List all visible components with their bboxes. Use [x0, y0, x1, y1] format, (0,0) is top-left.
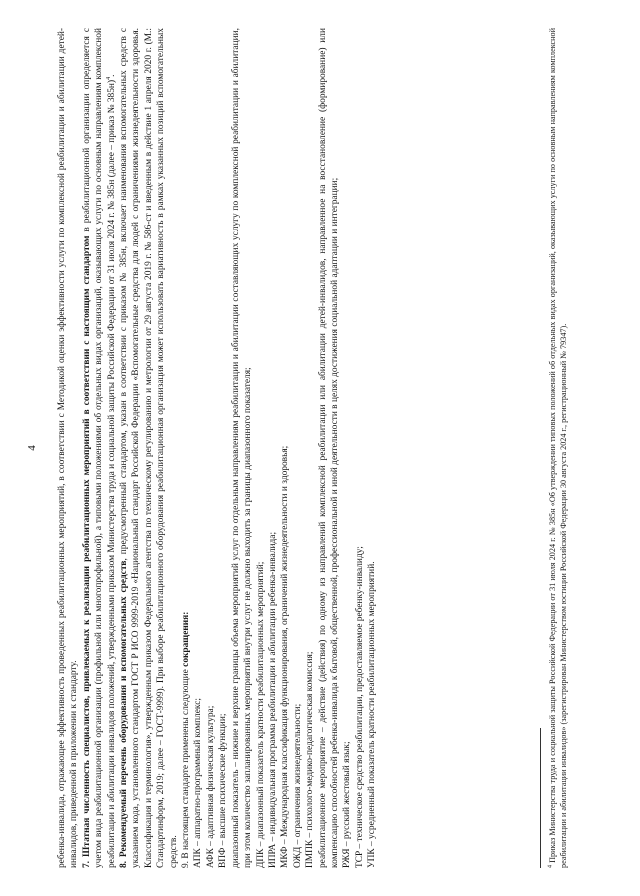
abbreviation-item: АПК – аппаратно-программный комплекс;	[193, 697, 204, 868]
abbreviation-item: ОЖД – ограничения жизнедеятельности;	[292, 703, 303, 868]
abbreviation-item: РЖЯ – русский жестовый язык;	[342, 741, 353, 868]
abbreviation-item: диапазонный показатель – нижние и верхние границы объема мероприятий услуг по отдельным направлениям реабилитации и абилитации составляющих услугу по комплексной реабилитации и абилитации, при этом количество запланированных мероприятий внутри услуг не должно выходить за границы диапазонного показателя;	[230, 28, 254, 868]
footnote-text: Приказ Министерства труда и социальной защиты Российской Федерации от 31 июля 2024 г. № 385н «Об утверждении типовых положений об отдельных видах организаций, оказывающих услуги по основным направлениям комплексной реабилитации и абилитации инвалидов» (зарегистрирован Министерством юстиции Российской Федерации 30 августа 2024 г., регистрационный № 79347).	[548, 28, 568, 868]
paragraph-7-end: .	[106, 74, 117, 77]
abbreviation-item: ПМПК – психолого-медико-педагогическая комиссия;	[305, 651, 316, 868]
paragraph-effectiveness: ребенка-инвалида, отражающее эффективность проведенных реабилитационных мероприятий, в соответствии с Методикой оценки эффективности услуги по комплексной реабилитации и абилитации детей-инвалидов, приведенной в приложении к стандарту.	[57, 28, 80, 868]
document-body	[56, 28, 379, 868]
footnote-divider	[540, 728, 541, 868]
paragraph-7-text: в реабилитационной организации определяется с учетом вида реабилитационной организации (профильной или многопрофильной), а типовыми положениями об отдельных видах организаций, оказывающих услуги по основным направлениям комплексной реабилитации и абилитации инвалидов положений, утвержденными приказом Министерства труда и социальной защиты Российской Федерации от 31 июля 2024 г. № 385н (далее – приказ № 385н)	[81, 28, 117, 868]
paragraph-7-staffing	[81, 28, 118, 868]
abbreviation-item: ТСР – техническое средство реабилитации, предоставляемое ребенку-инвалиду;	[354, 546, 365, 868]
abbreviation-item: АФК – адаптивная физическая культура;	[205, 705, 216, 868]
footnote	[548, 28, 570, 868]
abbreviation-item: МКФ – Международная классификация функционирования, ограничений жизнедеятельности и здоровья;	[280, 445, 291, 868]
abbreviation-item: УПК – усредненный показатель кратности реабилитационных мероприятий.	[367, 561, 378, 868]
footnote-ref: 4	[105, 76, 112, 80]
abbreviation-item: реабилитационное мероприятие – действие (действия) по одному из направлений комплексной реабилитации или абилитации детей-инвалидов, направленное на восстановление (формирование) или компенсацию способностей ребенка-инвалида к бытовой, общественной, профессиональной и иной деятельности в целях достижения социальной адаптации и интеграции;	[317, 28, 340, 868]
footnote-mark: 4	[547, 865, 554, 868]
abbreviation-item: ВПФ – высшие психические функции;	[218, 713, 229, 868]
paragraph-9-text: 9. В настоящем стандарте применены следующие	[181, 666, 192, 868]
rotated-document-page	[20, 18, 620, 878]
abbreviation-list	[192, 28, 378, 868]
abbreviation-item: ИПРА – индивидуальная программа реабилитации и абилитации ребенка-инвалида;	[267, 531, 278, 868]
paragraph-8-heading: 8. Рекомендуемый перечень оборудования и вспомогательных средств	[119, 560, 130, 868]
abbreviation-item: ДПК – диапазонный показатель кратности реабилитационных мероприятий;	[255, 561, 266, 868]
page-number: 4	[26, 445, 38, 451]
paragraph-9-heading: сокращения:	[181, 611, 192, 667]
paragraph-7-heading: 7. Штатная численность специалистов, привлекаемых к реализации реабилитационных мероприятий в соответствии с настоящим стандартом	[81, 235, 92, 868]
paragraph-8-text: , предусмотренный стандартом, указан в соответствии с приказом № 385н, включает наименования вспомогательных средств с указанием кода, установленного стандартом ГОСТ Р ИСО 9999-2019 «Национальный стандарт Российской Федерации «Вспомогательные средства для людей с ограничениями жизнедеятельности здоровья. Классификация и терминология», утвержденным приказом Федерального агентства по техническому регулированию и метрологии от 29 августа 2019 г. № 586-ст и введенным в действие 1 апреля 2020 г. (М.: Стандартинформ, 2019; далее – ГОСТ-9999). При выборе реабилитационного оборудования реабилитационная организация может использовать вариативность в рамках указанных позиций вспомогательных средств.	[119, 28, 179, 868]
paragraph-8-equipment	[118, 28, 180, 868]
paragraph-9-abbreviations	[180, 28, 192, 868]
